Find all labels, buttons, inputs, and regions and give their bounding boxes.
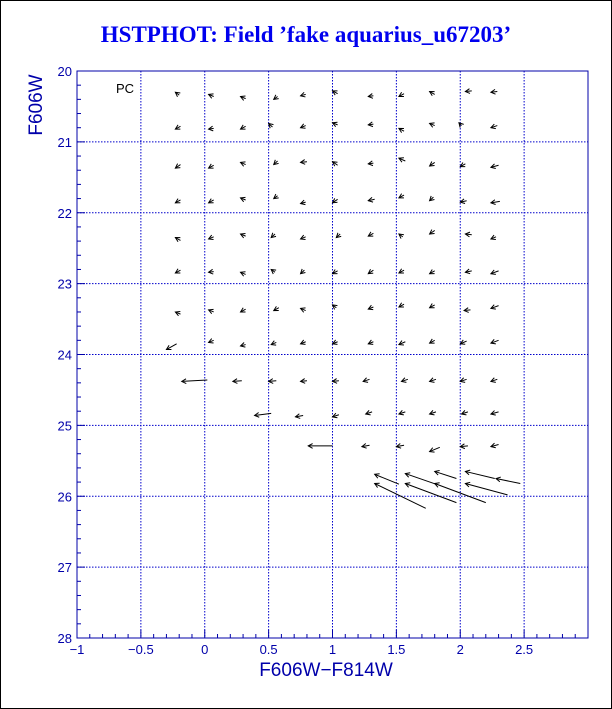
vector-arrow — [209, 126, 214, 131]
grid-lines — [77, 71, 588, 638]
vector-arrow — [460, 378, 466, 383]
vector-arrow — [363, 378, 369, 383]
vector-shaft — [375, 474, 399, 484]
x-tick-label: 0 — [201, 642, 209, 657]
vector-arrow — [301, 124, 306, 128]
vector-arrow — [435, 471, 457, 479]
vector-field — [166, 89, 520, 509]
vector-arrow — [209, 235, 214, 239]
y-axis-label: F606W — [26, 74, 47, 136]
vector-arrow — [362, 443, 370, 448]
vector-arrow — [368, 197, 374, 202]
vector-arrow — [399, 303, 404, 307]
vector-arrow — [301, 308, 306, 312]
vector-arrow — [405, 483, 456, 503]
vector-arrow — [491, 89, 497, 94]
vector-arrow — [241, 96, 246, 100]
vector-arrow — [241, 197, 246, 201]
vector-arrow — [175, 164, 180, 168]
vector-arrow — [166, 344, 176, 350]
vector-arrow — [175, 92, 180, 97]
vector-arrow — [399, 92, 404, 96]
vector-arrow — [241, 343, 246, 348]
vector-arrow — [491, 411, 499, 416]
vector-arrow — [399, 341, 405, 345]
x-tick-label: −0.5 — [128, 642, 154, 657]
vector-arrow — [465, 269, 471, 274]
y-axis-ticks — [58, 64, 72, 646]
vector-arrow — [401, 378, 407, 383]
vector-arrow — [399, 194, 404, 198]
vector-arrow — [301, 160, 307, 165]
vector-arrow — [336, 233, 341, 238]
vector-arrow — [333, 91, 338, 95]
vector-arrow — [333, 198, 338, 202]
vector-arrow — [368, 94, 373, 99]
y-tick-label: 24 — [57, 347, 72, 363]
vector-arrow — [233, 379, 242, 384]
vector-arrow — [430, 162, 435, 166]
vector-arrow — [301, 340, 306, 344]
vector-arrow — [399, 410, 405, 415]
vector-arrow — [209, 164, 214, 168]
vector-arrow — [460, 444, 468, 449]
vector-arrow — [175, 311, 180, 315]
vector-arrow — [491, 270, 499, 274]
vector-arrow — [333, 162, 338, 166]
vector-arrow — [368, 340, 373, 344]
vector-arrow — [430, 92, 435, 96]
vector-arrow — [366, 410, 372, 415]
vector-arrow — [491, 378, 497, 383]
vector-arrow — [491, 200, 500, 205]
vector-arrow — [430, 378, 436, 383]
vector-arrow — [271, 269, 276, 274]
vector-arrow — [209, 269, 214, 274]
vector-arrow — [269, 379, 277, 384]
vector-arrow — [491, 443, 499, 448]
vector-arrow — [333, 122, 338, 126]
x-axis-label: F606W−F814W — [259, 660, 393, 681]
vector-arrow — [333, 413, 339, 418]
vector-arrow — [375, 474, 399, 484]
vector-shaft — [375, 483, 426, 508]
y-tick-label: 27 — [57, 560, 72, 576]
vector-arrow — [368, 305, 373, 309]
x-tick-label: 2.5 — [515, 642, 534, 657]
y-tick-label: 28 — [57, 631, 72, 646]
vector-arrow — [459, 123, 464, 128]
x-tick-label: 1 — [328, 642, 337, 657]
vector-arrow — [430, 196, 435, 201]
vector-arrow — [333, 379, 339, 384]
chart-title: HSTPHOT: Field ’fake aquarius_u67203’ — [100, 22, 512, 47]
vector-arrow — [430, 269, 435, 273]
vector-arrow — [460, 162, 465, 166]
vector-arrow — [368, 122, 373, 127]
vector-arrow — [368, 232, 373, 236]
vector-arrow — [368, 161, 373, 166]
vector-arrow — [430, 410, 436, 415]
vector-arrow — [465, 89, 471, 94]
vector-shaft — [405, 483, 456, 502]
y-tick-label: 23 — [57, 276, 72, 292]
vector-arrow — [241, 308, 246, 312]
vector-arrow — [333, 340, 338, 344]
vector-arrow — [430, 230, 435, 234]
vector-arrow — [241, 272, 246, 276]
vector-arrow — [241, 162, 246, 166]
vector-arrow — [271, 341, 276, 345]
vector-arrow — [333, 305, 338, 310]
vector-arrow — [301, 92, 306, 97]
vector-arrow — [301, 269, 306, 274]
x-tick-label: 1.5 — [387, 642, 406, 657]
vector-arrow — [333, 269, 338, 273]
vector-shaft — [182, 380, 208, 381]
vector-arrow — [460, 199, 466, 204]
vector-arrow — [209, 339, 214, 343]
vector-arrow — [301, 200, 306, 205]
vector-arrow — [175, 238, 180, 242]
vector-arrow — [295, 414, 303, 419]
vector-arrow — [274, 306, 279, 310]
vector-arrow — [491, 305, 499, 309]
vector-arrow — [491, 339, 499, 343]
vector-arrow — [465, 470, 494, 478]
vector-arrow — [308, 444, 332, 449]
vector-arrow — [465, 482, 507, 495]
vector-arrow — [271, 233, 276, 238]
vector-arrow — [274, 160, 279, 165]
vector-arrow — [491, 124, 497, 129]
vector-arrow — [430, 447, 440, 452]
vector-arrow — [209, 94, 214, 98]
x-axis-ticks — [70, 642, 534, 657]
vector-arrow — [274, 95, 279, 100]
vector-arrow — [175, 199, 180, 203]
vector-arrow — [491, 235, 496, 239]
vector-arrow — [209, 199, 214, 203]
vector-arrow — [399, 158, 405, 162]
vector-arrow — [274, 194, 279, 199]
y-tick-label: 25 — [57, 418, 72, 434]
vector-arrow — [462, 410, 468, 415]
vector-arrow — [175, 269, 180, 273]
vector-arrow — [430, 123, 435, 127]
x-tick-label: 0.5 — [259, 642, 278, 657]
vector-arrow — [269, 123, 274, 128]
vector-arrow — [399, 128, 404, 132]
y-tick-label: 20 — [57, 64, 72, 79]
vector-arrow — [399, 234, 404, 239]
vector-shaft — [465, 483, 507, 494]
x-tick-label: 2 — [456, 642, 464, 657]
vector-arrow — [430, 339, 435, 343]
vector-shaft — [465, 471, 494, 478]
vector-arrow — [301, 379, 307, 384]
vector-arrow — [465, 232, 471, 237]
detector-annotation: PC — [116, 81, 135, 96]
vector-arrow — [175, 125, 180, 129]
vector-arrow — [464, 308, 470, 313]
vector-arrow — [241, 125, 246, 129]
vector-arrow — [430, 303, 435, 307]
vector-arrow — [301, 235, 306, 239]
vector-arrow — [209, 309, 214, 313]
vector-arrow — [460, 340, 466, 344]
vector-arrow — [396, 443, 404, 448]
y-tick-label: 26 — [57, 489, 72, 505]
vector-arrow — [241, 233, 246, 237]
y-tick-label: 21 — [57, 134, 72, 150]
vector-arrow — [496, 477, 520, 483]
y-tick-label: 22 — [57, 205, 72, 221]
vector-arrow — [491, 164, 499, 169]
x-tick-label: −1 — [69, 642, 85, 657]
vector-arrow — [182, 379, 208, 384]
vector-arrow — [368, 269, 373, 273]
vector-arrow — [375, 483, 426, 508]
vector-arrow — [399, 269, 404, 273]
